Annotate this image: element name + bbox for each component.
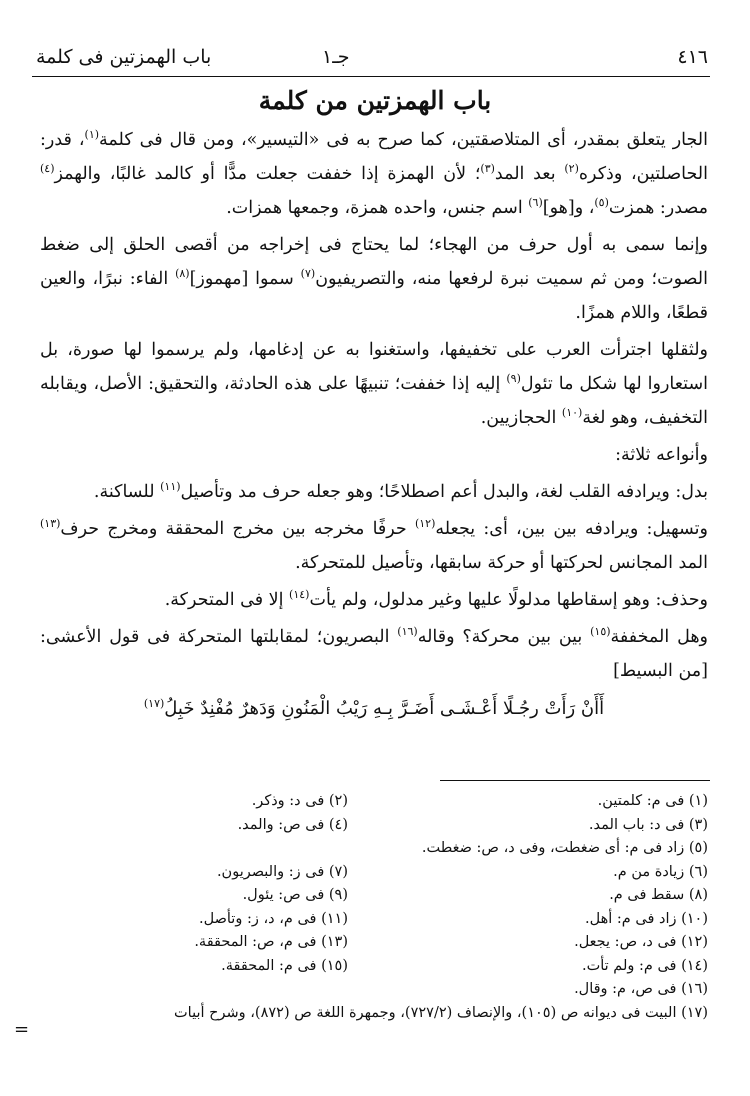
footnote-row: [40, 908, 708, 932]
text-run: إلا فى المتحركة.: [164, 590, 290, 610]
text-run: بعد المد: [494, 164, 565, 184]
paragraph: [40, 333, 708, 435]
footnote-row: [40, 884, 708, 908]
footnote-item: (٨) سقط فى م.: [609, 887, 708, 903]
footnote-item: (٧) فى ز: والبصريون.: [216, 863, 348, 880]
text-run: بدل: ويرادفه القلب لغة، والبدل أعم اصطلاحًا؛ وهو جعله حرف مد وتأصيل: [180, 482, 708, 502]
footnote-item: (١٠) زاد فى م: أهل.: [585, 910, 708, 927]
footnote-item: (٢) فى د: وذكر.: [251, 793, 348, 809]
footnote-ref: (٧): [300, 267, 316, 281]
text-run: ، و[هو]: [542, 198, 595, 218]
footnote-item: (١٥) فى م: المحققة.: [221, 957, 348, 974]
footnote-item: (١٢) فى د، ص: يجعل.: [574, 934, 708, 950]
text-run: وتسهيل: ويرادفه بين بين، أى: يجعله: [435, 519, 708, 539]
text-run: ولثقلها اجترأت العرب على تخفيفها، واستغنوا به عن إدغامها، ولم يرسموا لها صورة، بل استعاروا لها شكل ما تئول: [40, 340, 708, 394]
footnote-row: [40, 837, 708, 861]
continuation-mark: =: [14, 1019, 30, 1040]
text-run: سموا [مهموز]: [189, 269, 301, 289]
text-run: ، قدر: الحاصلتين، وذكره: [40, 130, 709, 184]
footnote-row: [40, 931, 708, 955]
footnote-item: (٥) زاد فى م: أى ضغطت، وفى د، ص: ضغطت.: [421, 840, 708, 856]
text-run: وأنواعه ثلاثة:: [615, 445, 708, 465]
footnote-ref: (١٤): [289, 588, 310, 602]
footnote-ref: (٤): [40, 162, 55, 176]
running-title: باب الهمزتين فى كلمة: [36, 46, 212, 68]
footnote-ref: (١١): [160, 480, 181, 494]
main-text: [40, 123, 708, 726]
footnote-ref: (٣): [480, 162, 495, 176]
text-run: الجار يتعلق بمقدر، أى المتلاصقتين، كما صرح به فى «التيسير»، ومن قال فى كلمة: [99, 130, 708, 150]
text-run: ؛ لأن الهمزة إذا خففت جعلت مدًّا أو كالمد غالبًا، والهمز: [54, 164, 481, 184]
text-run: حرفًا مخرجه بين مخرج المحققة ومخرج حرف: [60, 519, 415, 539]
paragraph: [40, 123, 708, 225]
footnote-item: [274, 978, 574, 1002]
text-run: البصريون؛ لمقابلتها المتحركة فى قول الأعشى: [من البسيط]: [40, 627, 708, 681]
page-number: ٤١٦: [677, 46, 708, 68]
text-run: مصدر: همزت: [608, 198, 708, 218]
text-run: اسم جنس، واحده همزة، وجمعها همزات.: [226, 198, 529, 218]
footnote-ref: (٨): [175, 267, 190, 281]
footnote-ref: (٢): [564, 162, 579, 176]
paragraph: [40, 228, 708, 330]
text-run: للساكنة.: [93, 482, 161, 502]
volume-label: جـ١: [322, 46, 350, 68]
footnote-item: (٤) فى ص: والمد.: [237, 816, 348, 833]
text-run: وحذف: وهو إسقاطها مدلولًا عليها وغير مدلول، ولم يأت: [309, 590, 708, 610]
footnote-ref: (١٠): [561, 406, 583, 420]
footnote-row: [40, 955, 708, 979]
footnote-item: [122, 837, 422, 861]
footnote-ref: (٥): [594, 196, 609, 210]
footnote-ref: (٦): [528, 196, 543, 210]
footnote-ref: (١٢): [414, 517, 436, 531]
footnote-item: (١٧) البيت فى ديوانه ص (١٠٥)، والإنصاف (٧٢٧/٢)، وجمهرة اللغة ص (٨٧٢)، وشرح أبيات: [174, 1004, 708, 1021]
text-run: وإنما سمى به أول حرف من الهجاء؛ لما يحتاج فى إخراجه من أقصى الحلق إلى ضغط الصوت؛ ومن ثم سميت نبرة لرفعها منه، والتصريفيون: [40, 235, 708, 289]
footnote-ref: (١٥): [590, 625, 611, 639]
footnote-item: (٣) فى د: باب المد.: [588, 816, 708, 833]
footnote-item: (١٦) فى ص، م: وقال.: [574, 981, 708, 997]
footnote-item: (١) فى م: كلمتين.: [597, 793, 708, 809]
footnote-row: [40, 814, 708, 838]
paragraph: [40, 583, 708, 617]
footnote-row: [40, 861, 708, 885]
footnote-ref: (١): [84, 128, 100, 142]
footnote-rule: [440, 780, 710, 781]
footnote-item: (١١) فى م، د، ز: وتأصل.: [198, 910, 348, 927]
verse-text: أَأَنْ رَأَتْ رجُـلًا أَعْـشَـى أَضَـرَّ بِـهِ رَيْبُ الْمَنُونِ وَدَهرٌ مُفْنِدٌ خَبِلُ: [164, 698, 605, 719]
footnotes: [40, 790, 708, 1025]
text-run: إليه إذا خففت؛ تنبيهًا على هذه الحادثة، والتحقيق: الأصل، ويقابله التخفيف، وهو لغة: [40, 374, 708, 428]
footnote-item: (٦) زيادة من م.: [613, 863, 708, 880]
footnote-row: [40, 978, 708, 1002]
verse-line: [40, 692, 708, 726]
paragraph: [40, 475, 708, 509]
paragraph: [40, 512, 708, 580]
footnote-ref: (١٣): [40, 517, 61, 531]
footnote-item: (١٣) فى م، ص: المحققة.: [194, 934, 348, 950]
chapter-title: باب الهمزتين من كلمة: [258, 86, 492, 115]
footnote-row: [40, 790, 708, 814]
paragraph: [40, 620, 708, 688]
header-rule: [32, 76, 710, 77]
footnote-item: (٩) فى ص: يئول.: [242, 887, 348, 903]
footnote-list: [40, 790, 708, 1002]
footnote-ref: (٩): [506, 372, 521, 386]
footnote-ref: (١٧): [143, 697, 165, 710]
paragraphs: [40, 123, 708, 688]
footnote-item: (١٤) فى م: ولم تأت.: [581, 957, 708, 974]
text-run: وهل المخففة: [610, 627, 708, 647]
text-run: بين بين محركة؟ وقاله: [417, 627, 591, 647]
text-run: المد المجانس لحركتها أو حركة سابقها، وتأصيل للمتحركة.: [295, 553, 708, 573]
paragraph: [40, 438, 708, 472]
running-header: [32, 40, 730, 70]
text-run: الحجازيين.: [480, 408, 562, 428]
footnote-ref: (١٦): [397, 625, 418, 639]
text-run: الفاء: نبرًا، والعين قطعًا، واللام همزًا.: [40, 269, 708, 323]
